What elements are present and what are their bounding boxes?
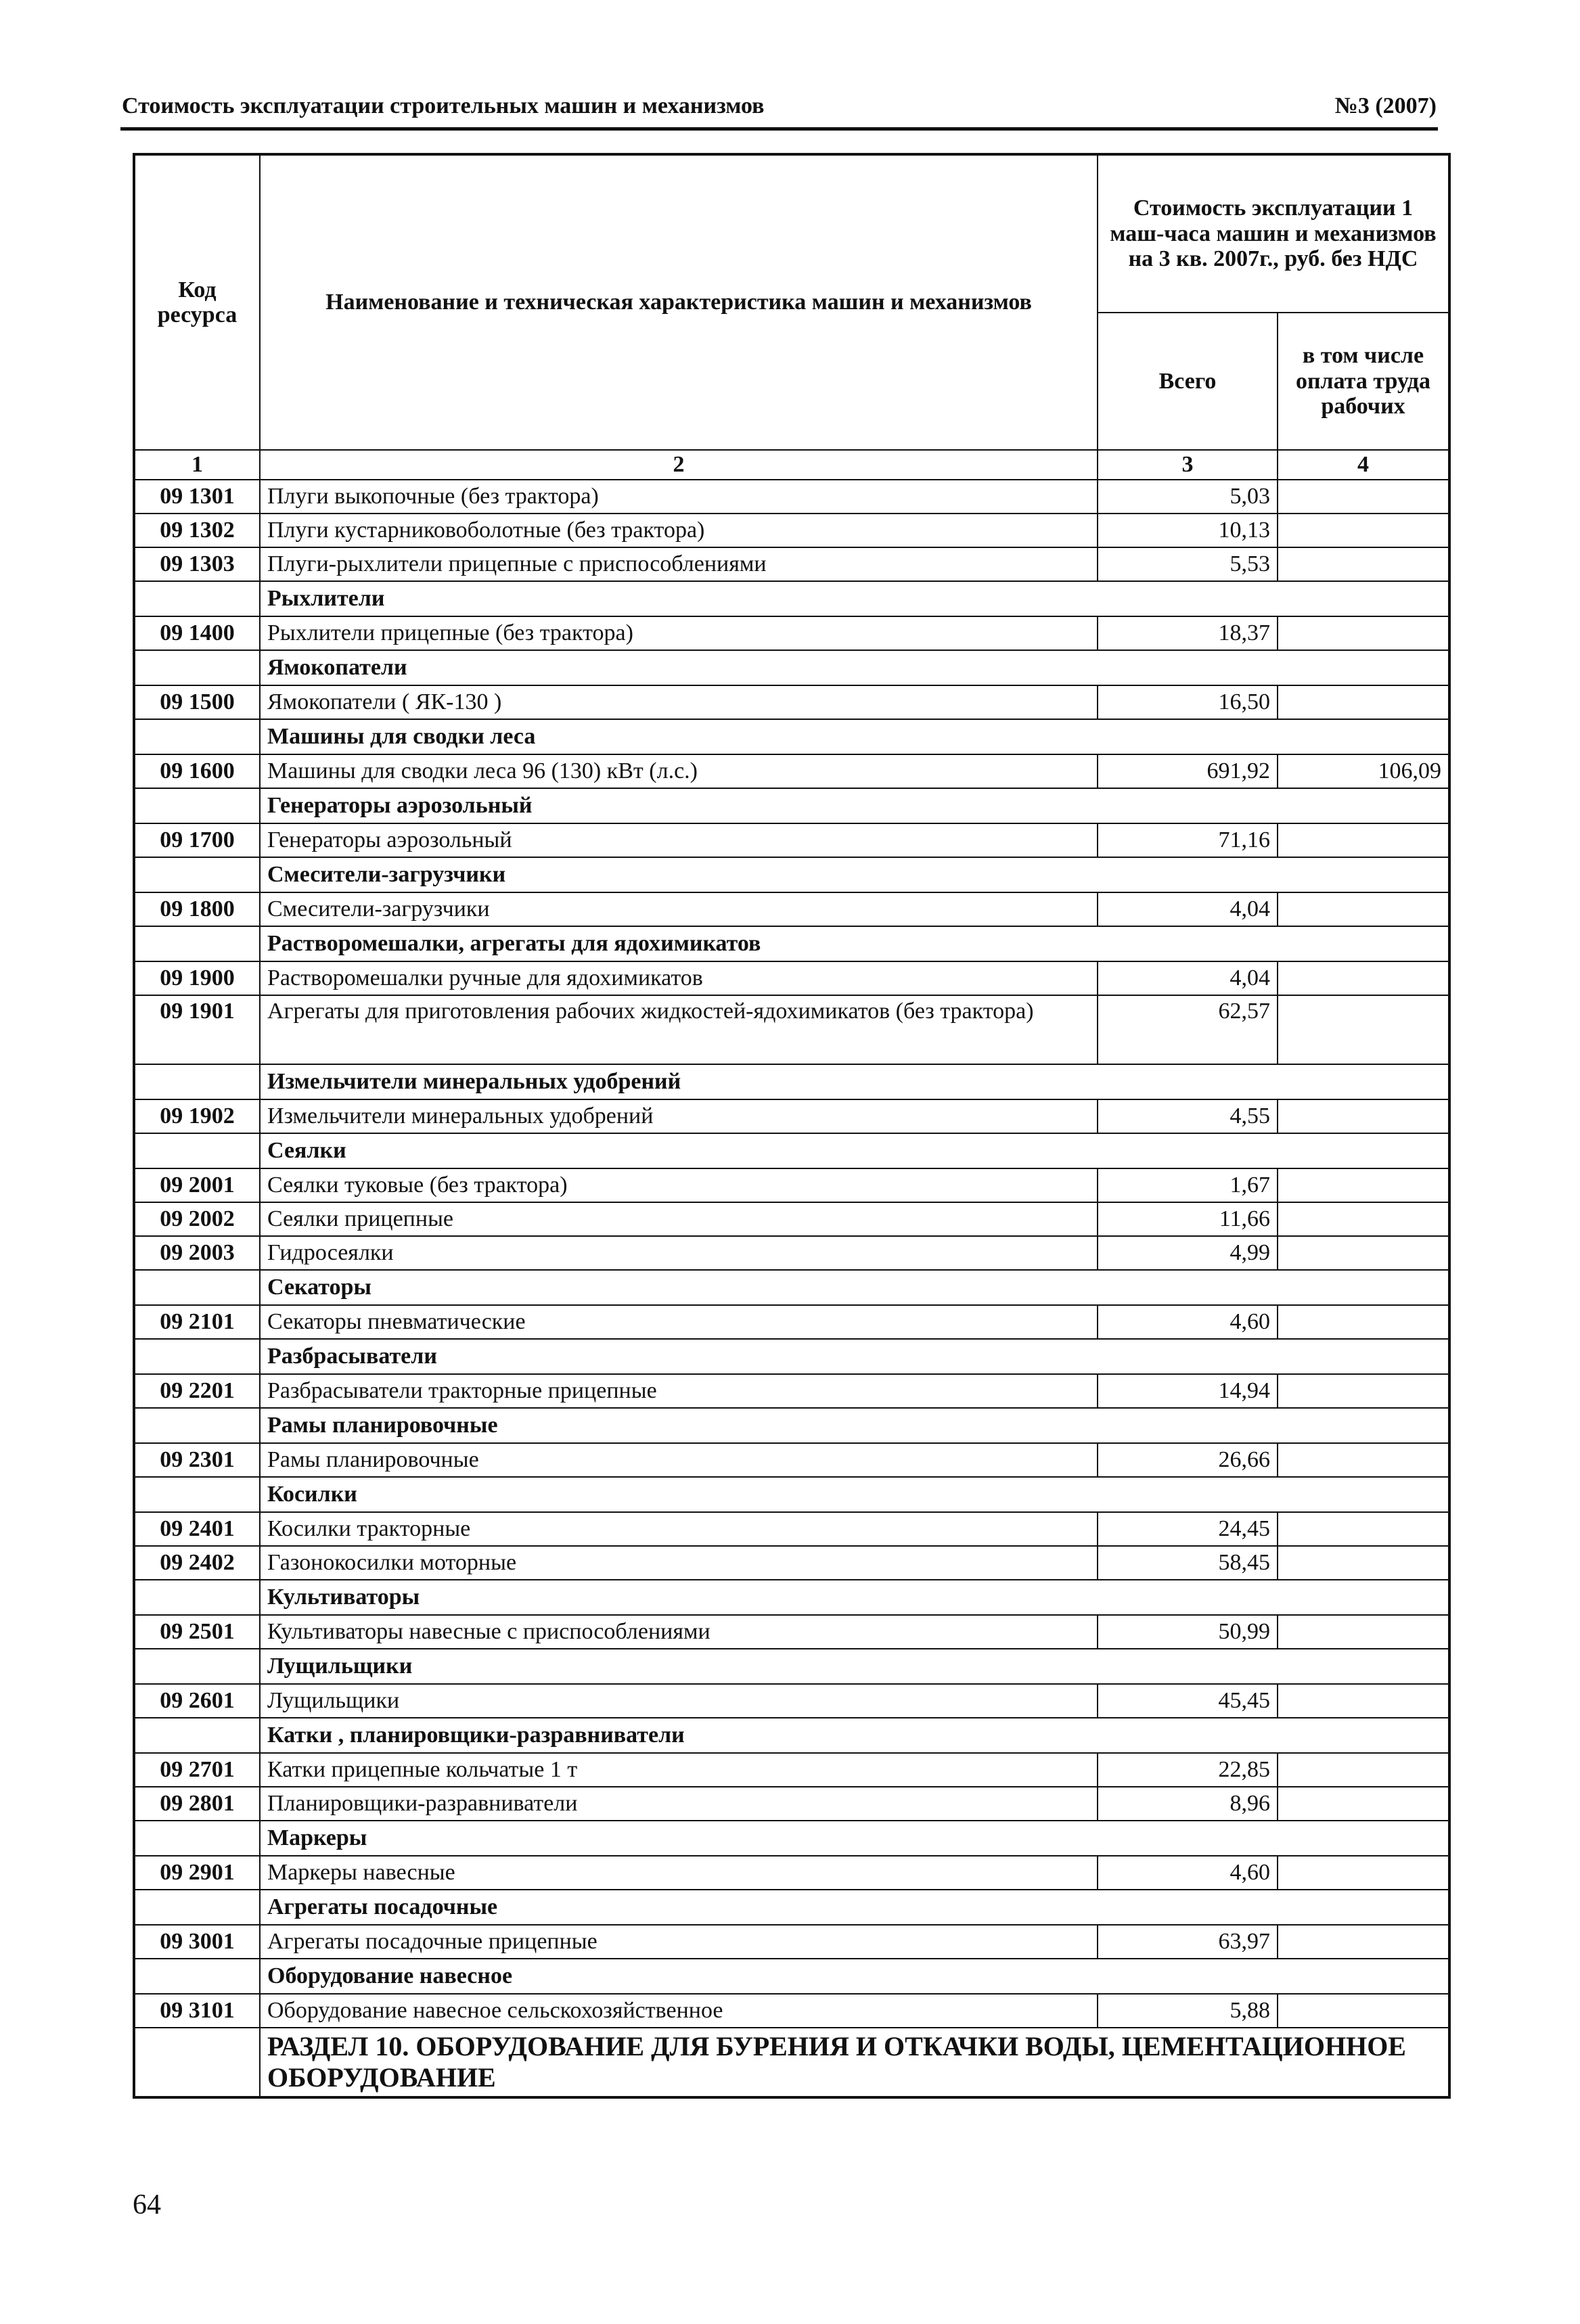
empty-code-cell — [134, 926, 260, 961]
cost-labor — [1278, 892, 1449, 926]
machine-name: Растворомешалки ручные для ядохимикатов — [260, 961, 1098, 995]
empty-code-cell — [134, 1339, 260, 1374]
cost-total: 5,03 — [1098, 480, 1278, 514]
empty-code-cell — [134, 788, 260, 823]
machine-name: Культиваторы навесные с приспособлениями — [260, 1615, 1098, 1649]
machine-name: Оборудование навесное сельскохозяйственное — [260, 1994, 1098, 2028]
price-table — [133, 153, 1451, 2099]
table-row — [134, 1615, 1449, 1649]
cost-labor — [1278, 1236, 1449, 1270]
table-row — [134, 514, 1449, 547]
machine-name: Сеялки туковые (без трактора) — [260, 1168, 1098, 1202]
issue-number: №3 (2007) — [1334, 93, 1437, 118]
resource-code: 09 1800 — [134, 892, 260, 926]
cost-labor — [1278, 961, 1449, 995]
cost-total: 1,67 — [1098, 1168, 1278, 1202]
empty-code-cell — [134, 1133, 260, 1168]
table-row — [134, 1546, 1449, 1580]
cost-total: 5,53 — [1098, 547, 1278, 581]
table-row — [134, 1099, 1449, 1133]
col-number: 4 — [1278, 450, 1449, 480]
empty-code-cell — [134, 581, 260, 616]
machine-name: Смесители-загрузчики — [260, 892, 1098, 926]
resource-code: 09 2402 — [134, 1546, 260, 1580]
resource-code: 09 1303 — [134, 547, 260, 581]
col-number: 3 — [1098, 450, 1278, 480]
cost-labor — [1278, 1305, 1449, 1339]
resource-code: 09 2003 — [134, 1236, 260, 1270]
table-row — [134, 1787, 1449, 1821]
cost-total: 4,04 — [1098, 961, 1278, 995]
resource-code: 09 2201 — [134, 1374, 260, 1408]
table-row — [134, 1856, 1449, 1890]
table-row — [134, 1236, 1449, 1270]
machine-name: Гидросеялки — [260, 1236, 1098, 1270]
machine-name: Сеялки прицепные — [260, 1202, 1098, 1236]
resource-code: 09 1302 — [134, 514, 260, 547]
cost-total: 10,13 — [1098, 514, 1278, 547]
cost-labor — [1278, 1202, 1449, 1236]
table-row — [134, 754, 1449, 788]
resource-code: 09 1900 — [134, 961, 260, 995]
cost-labor — [1278, 616, 1449, 650]
page-header — [120, 88, 1438, 131]
empty-code-cell — [134, 1064, 260, 1099]
col-header-code: Код ресурса — [134, 154, 260, 450]
resource-code: 09 2401 — [134, 1512, 260, 1546]
table-row — [134, 995, 1449, 1064]
col-header-total: Всего — [1098, 313, 1278, 450]
cost-labor — [1278, 1099, 1449, 1133]
category-name: Катки , планировщики-разравниватели — [260, 1718, 1449, 1753]
category-row — [134, 650, 1449, 685]
table-row — [134, 616, 1449, 650]
resource-code: 09 2701 — [134, 1753, 260, 1787]
cost-total: 58,45 — [1098, 1546, 1278, 1580]
category-name: Измельчители минеральных удобрений — [260, 1064, 1449, 1099]
category-row — [134, 1580, 1449, 1615]
cost-total: 8,96 — [1098, 1787, 1278, 1821]
table-row — [134, 1443, 1449, 1477]
cost-total: 14,94 — [1098, 1374, 1278, 1408]
machine-name: Плуги-рыхлители прицепные с приспособлениями — [260, 547, 1098, 581]
machine-name: Плуги выкопочные (без трактора) — [260, 480, 1098, 514]
resource-code: 09 2001 — [134, 1168, 260, 1202]
table-row — [134, 823, 1449, 857]
machine-name: Рыхлители прицепные (без трактора) — [260, 616, 1098, 650]
cost-labor — [1278, 1546, 1449, 1580]
machine-name: Лущильщики — [260, 1684, 1098, 1718]
cost-total: 18,37 — [1098, 616, 1278, 650]
machine-name: Маркеры навесные — [260, 1856, 1098, 1890]
table-row — [134, 1994, 1449, 2028]
resource-code: 09 1301 — [134, 480, 260, 514]
category-name: Рамы планировочные — [260, 1408, 1449, 1443]
machine-name: Машины для сводки леса 96 (130) кВт (л.с.) — [260, 754, 1098, 788]
table-row — [134, 1374, 1449, 1408]
category-row — [134, 1477, 1449, 1512]
cost-labor — [1278, 1925, 1449, 1959]
cost-total: 45,45 — [1098, 1684, 1278, 1718]
category-name: Лущильщики — [260, 1649, 1449, 1684]
cost-labor — [1278, 1168, 1449, 1202]
category-row — [134, 1821, 1449, 1856]
cost-total: 71,16 — [1098, 823, 1278, 857]
machine-name: Агрегаты посадочные прицепные — [260, 1925, 1098, 1959]
cost-total: 63,97 — [1098, 1925, 1278, 1959]
resource-code: 09 2501 — [134, 1615, 260, 1649]
col-number: 1 — [134, 450, 260, 480]
table-row — [134, 1753, 1449, 1787]
category-row — [134, 581, 1449, 616]
section-heading-row — [134, 2028, 1449, 2097]
cost-labor — [1278, 1856, 1449, 1890]
empty-code-cell — [134, 1890, 260, 1925]
empty-code-cell — [134, 650, 260, 685]
machine-name: Ямокопатели ( ЯК-130 ) — [260, 685, 1098, 719]
category-row — [134, 1408, 1449, 1443]
cost-total: 4,55 — [1098, 1099, 1278, 1133]
category-name: Смесители-загрузчики — [260, 857, 1449, 892]
cost-total: 62,57 — [1098, 995, 1278, 1064]
machine-name: Измельчители минеральных удобрений — [260, 1099, 1098, 1133]
category-row — [134, 719, 1449, 754]
resource-code: 09 2002 — [134, 1202, 260, 1236]
cost-labor — [1278, 1753, 1449, 1787]
category-name: Разбрасыватели — [260, 1339, 1449, 1374]
column-numbers-row — [134, 450, 1449, 480]
empty-code-cell — [134, 1718, 260, 1753]
empty-code-cell — [134, 1821, 260, 1856]
cost-labor — [1278, 1443, 1449, 1477]
col-header-labor: в том числе оплата труда рабочих — [1278, 313, 1449, 450]
table-row — [134, 480, 1449, 514]
table-row — [134, 1305, 1449, 1339]
machine-name: Плуги кустарниковоболотные (без трактора) — [260, 514, 1098, 547]
category-row — [134, 1339, 1449, 1374]
category-row — [134, 1133, 1449, 1168]
table-row — [134, 1925, 1449, 1959]
cost-labor — [1278, 480, 1449, 514]
machine-name: Секаторы пневматические — [260, 1305, 1098, 1339]
page-number: 64 — [133, 2189, 161, 2220]
category-name: Рыхлители — [260, 581, 1449, 616]
category-name: Оборудование навесное — [260, 1959, 1449, 1994]
machine-name: Катки прицепные кольчатые 1 т — [260, 1753, 1098, 1787]
cost-labor — [1278, 995, 1449, 1064]
category-row — [134, 1064, 1449, 1099]
empty-code-cell — [134, 1959, 260, 1994]
resource-code: 09 2601 — [134, 1684, 260, 1718]
cost-labor — [1278, 1374, 1449, 1408]
category-name: Ямокопатели — [260, 650, 1449, 685]
cost-labor — [1278, 547, 1449, 581]
machine-name: Рамы планировочные — [260, 1443, 1098, 1477]
table-row — [134, 892, 1449, 926]
cost-total: 50,99 — [1098, 1615, 1278, 1649]
machine-name: Планировщики-разравниватели — [260, 1787, 1098, 1821]
empty-code-cell — [134, 1649, 260, 1684]
empty-code-cell — [134, 1408, 260, 1443]
cost-labor — [1278, 1615, 1449, 1649]
resource-code: 09 1500 — [134, 685, 260, 719]
empty-code-cell — [134, 857, 260, 892]
table-row — [134, 961, 1449, 995]
cost-labor — [1278, 1684, 1449, 1718]
resource-code: 09 1902 — [134, 1099, 260, 1133]
machine-name: Агрегаты для приготовления рабочих жидкостей-ядохимикатов (без трактора) — [260, 995, 1098, 1064]
cost-total: 4,04 — [1098, 892, 1278, 926]
table-row — [134, 547, 1449, 581]
table-row — [134, 1684, 1449, 1718]
resource-code: 09 1901 — [134, 995, 260, 1064]
category-name: Машины для сводки леса — [260, 719, 1449, 754]
cost-total: 5,88 — [1098, 1994, 1278, 2028]
category-row — [134, 1270, 1449, 1305]
cost-total: 4,99 — [1098, 1236, 1278, 1270]
category-name: Культиваторы — [260, 1580, 1449, 1615]
cost-labor — [1278, 1512, 1449, 1546]
resource-code: 09 1700 — [134, 823, 260, 857]
category-name: Секаторы — [260, 1270, 1449, 1305]
empty-code-cell — [134, 719, 260, 754]
col-number: 2 — [260, 450, 1098, 480]
cost-labor — [1278, 685, 1449, 719]
machine-name: Косилки тракторные — [260, 1512, 1098, 1546]
machine-name: Разбрасыватели тракторные прицепные — [260, 1374, 1098, 1408]
cost-labor: 106,09 — [1278, 754, 1449, 788]
resource-code: 09 2901 — [134, 1856, 260, 1890]
cost-total: 22,85 — [1098, 1753, 1278, 1787]
cost-total: 24,45 — [1098, 1512, 1278, 1546]
category-row — [134, 1649, 1449, 1684]
table-body — [134, 480, 1449, 2097]
cost-total: 4,60 — [1098, 1305, 1278, 1339]
col-header-cost: Стоимость эксплуатации 1 маш-часа машин и механизмов на 3 кв. 2007г., руб. без НДС — [1098, 154, 1449, 313]
cost-labor — [1278, 823, 1449, 857]
cost-labor — [1278, 1994, 1449, 2028]
category-name: Маркеры — [260, 1821, 1449, 1856]
resource-code: 09 2101 — [134, 1305, 260, 1339]
empty-code-cell — [134, 1580, 260, 1615]
category-name: Косилки — [260, 1477, 1449, 1512]
category-row — [134, 1890, 1449, 1925]
cost-total: 11,66 — [1098, 1202, 1278, 1236]
cost-total: 4,60 — [1098, 1856, 1278, 1890]
resource-code: 09 3101 — [134, 1994, 260, 2028]
table-row — [134, 1168, 1449, 1202]
table-row — [134, 1202, 1449, 1236]
category-name: Сеялки — [260, 1133, 1449, 1168]
machine-name: Генераторы аэрозольный — [260, 823, 1098, 857]
cost-total: 691,92 — [1098, 754, 1278, 788]
empty-code-cell — [134, 1477, 260, 1512]
running-title: Стоимость эксплуатации строительных машин и механизмов — [122, 93, 765, 118]
cost-total: 16,50 — [1098, 685, 1278, 719]
category-row — [134, 926, 1449, 961]
category-row — [134, 788, 1449, 823]
resource-code: 09 3001 — [134, 1925, 260, 1959]
category-row — [134, 1959, 1449, 1994]
machine-name: Газонокосилки моторные — [260, 1546, 1098, 1580]
table-row — [134, 685, 1449, 719]
resource-code: 09 1600 — [134, 754, 260, 788]
resource-code: 09 2801 — [134, 1787, 260, 1821]
section-title: РАЗДЕЛ 10. ОБОРУДОВАНИЕ ДЛЯ БУРЕНИЯ И ОТКАЧКИ ВОДЫ, ЦЕМЕНТАЦИОННОЕ ОБОРУДОВАНИЕ — [260, 2028, 1449, 2097]
cost-labor — [1278, 514, 1449, 547]
col-header-name: Наименование и техническая характеристика машин и механизмов — [260, 154, 1098, 450]
empty-code-cell — [134, 1270, 260, 1305]
cost-labor — [1278, 1787, 1449, 1821]
table-row — [134, 1512, 1449, 1546]
category-name: Растворомешалки, агрегаты для ядохимикатов — [260, 926, 1449, 961]
category-name: Генераторы аэрозольный — [260, 788, 1449, 823]
category-row — [134, 857, 1449, 892]
resource-code: 09 1400 — [134, 616, 260, 650]
empty-code-cell — [134, 2028, 260, 2097]
category-row — [134, 1718, 1449, 1753]
category-name: Агрегаты посадочные — [260, 1890, 1449, 1925]
resource-code: 09 2301 — [134, 1443, 260, 1477]
cost-total: 26,66 — [1098, 1443, 1278, 1477]
